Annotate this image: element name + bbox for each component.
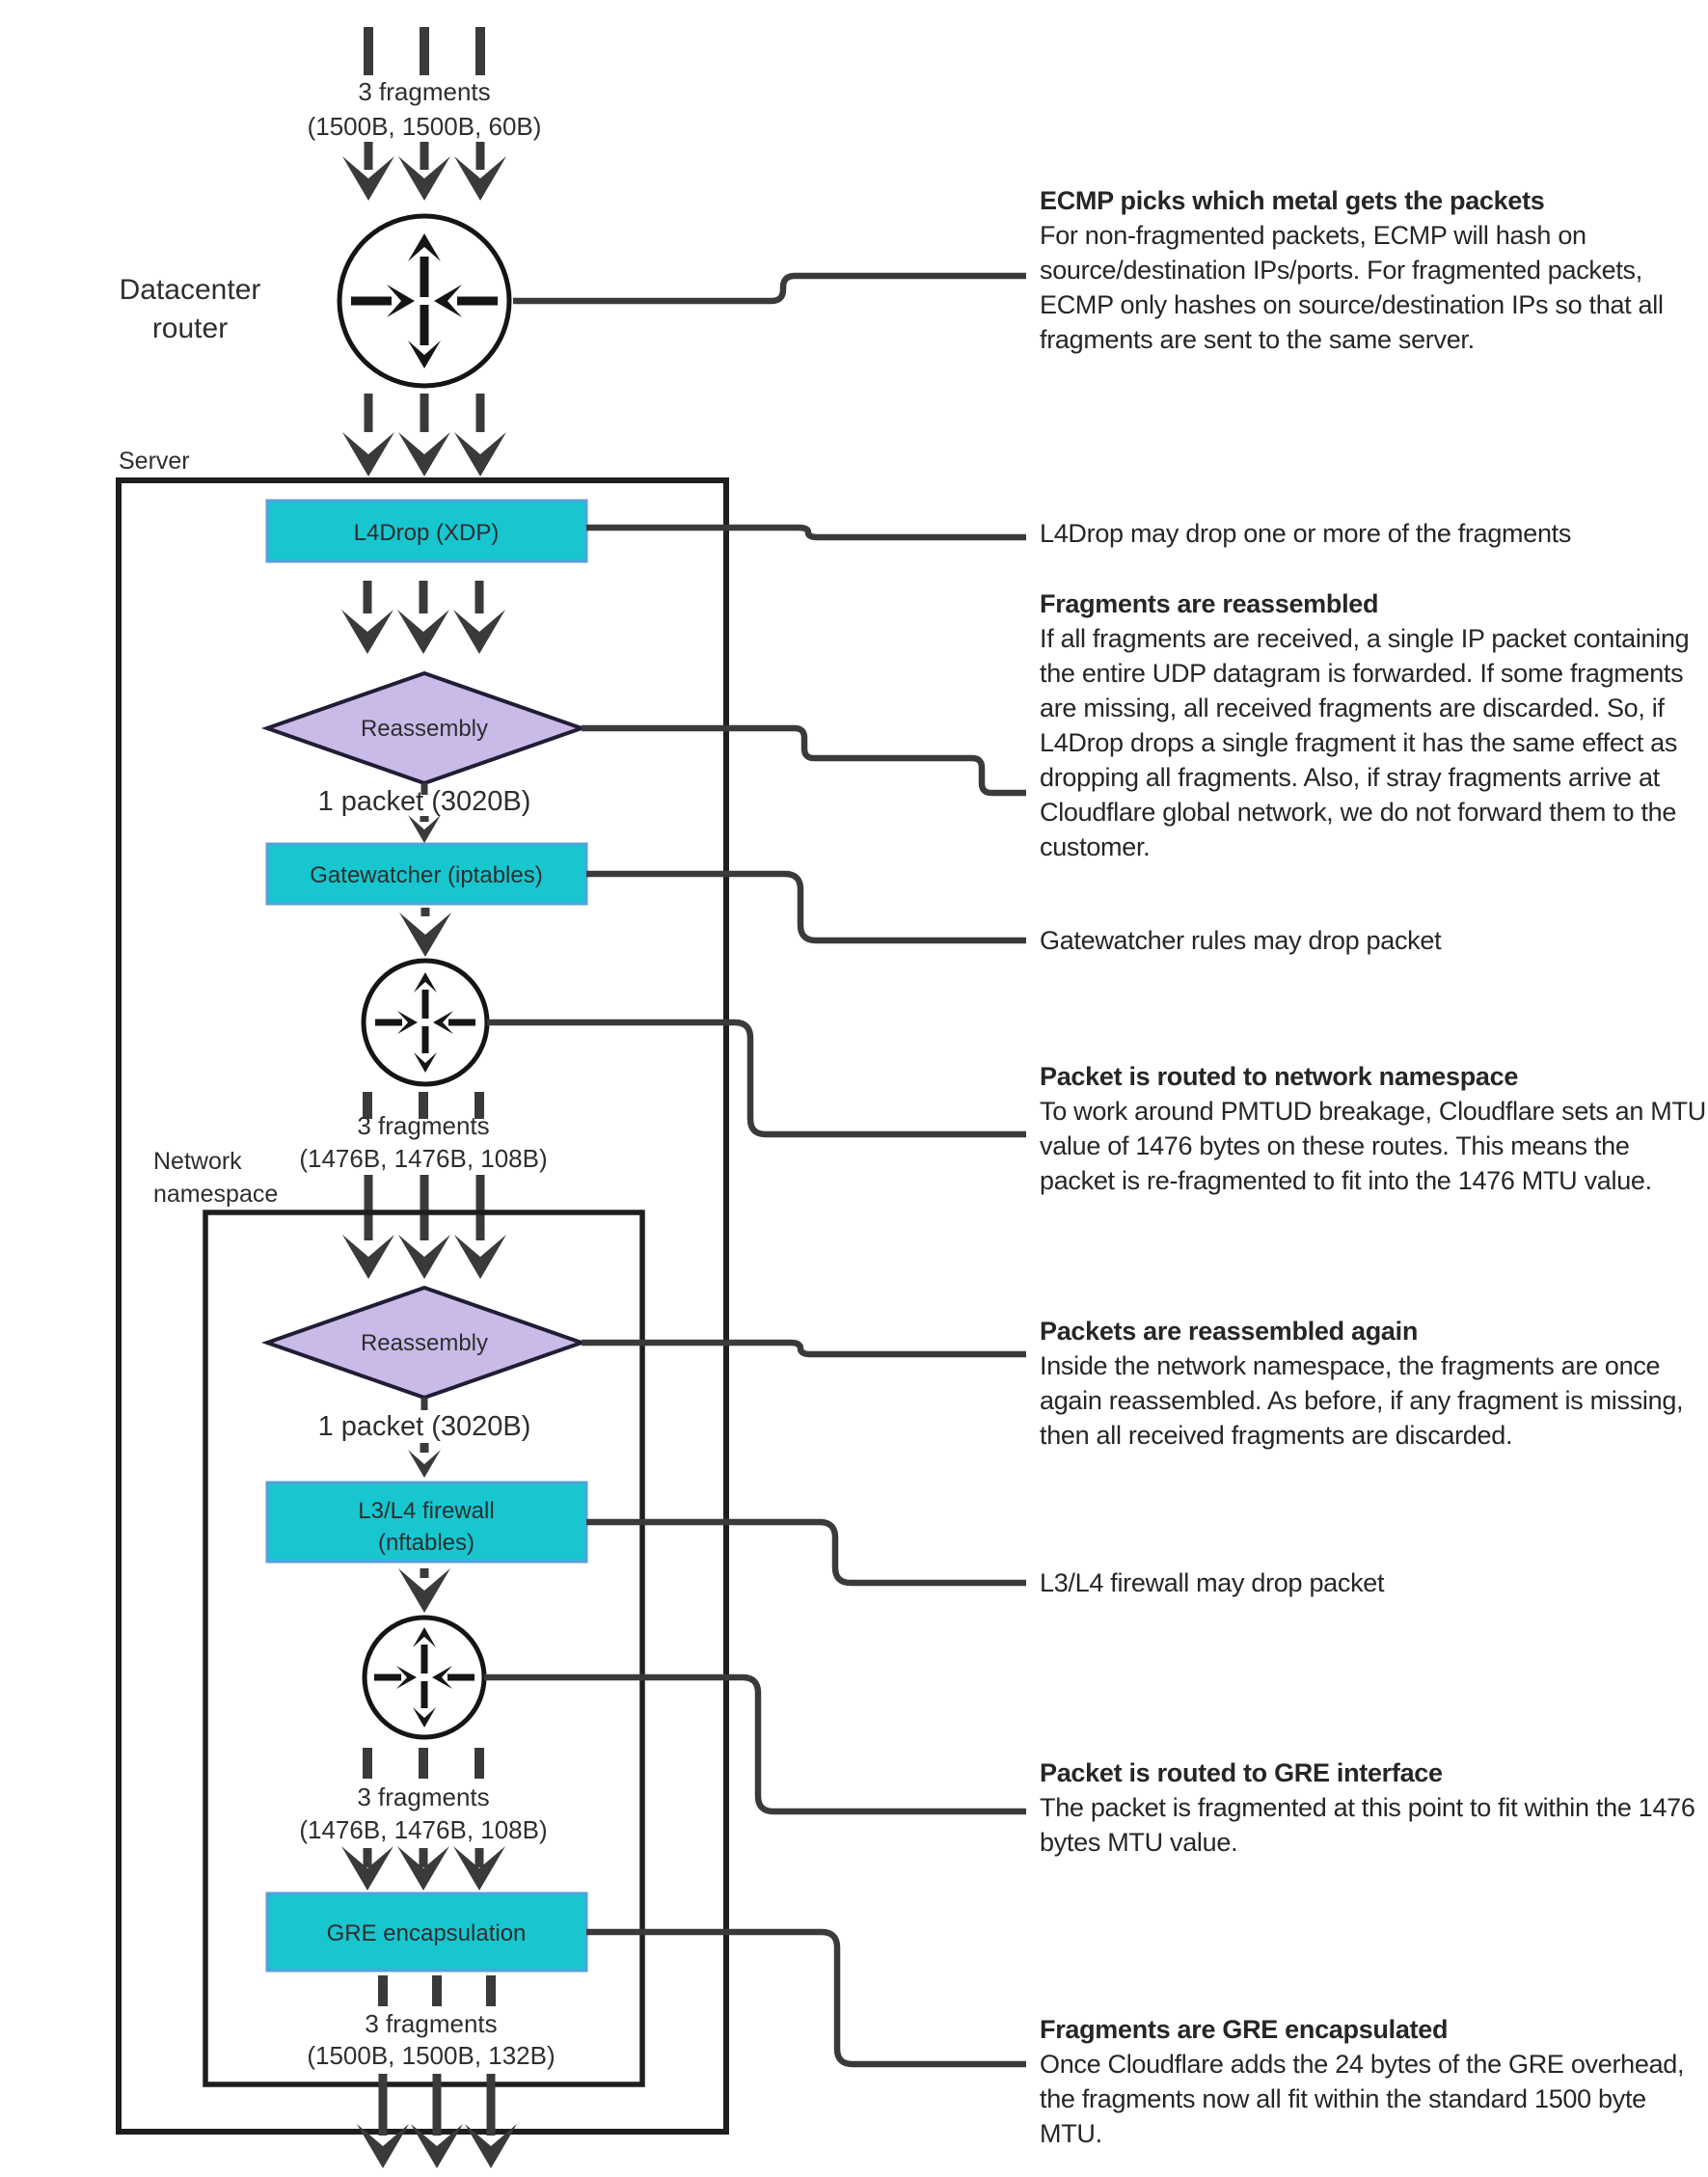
input-fragments-count: 3 fragments: [358, 77, 491, 106]
connector-gatewatcher: [586, 874, 1026, 940]
datacenter-router-label-line2: router: [151, 313, 229, 344]
connector-ecmp: [513, 276, 1026, 301]
l3l4-firewall-label-line1: L3/L4 firewall: [358, 1498, 495, 1524]
reassembly-1-label: Reassembly: [360, 716, 489, 742]
l3l4-firewall-label-line2: (nftables): [377, 1530, 475, 1556]
ecmp-note-body: For non-fragmented packets, ECMP will hash on source/destination IPs/ports. For fragmented packets, ECMP only hashes on source/destination IPs so that all fragments are sent to the same server.: [1040, 221, 1664, 354]
refragmented-2-sizes: (1476B, 1476B, 108B): [299, 1815, 548, 1844]
network-namespace-label-line2: namespace: [153, 1181, 279, 1208]
route-gre-note: [1040, 1755, 1707, 1860]
output-fragment-arrows: [357, 2074, 517, 2168]
arrow-packet2-to-firewall: [408, 1443, 441, 1478]
reassembled-again-note-heading: Packets are reassembled again: [1040, 1317, 1419, 1346]
router-icon-2: [364, 961, 487, 1084]
reassembly-2-label: Reassembly: [360, 1330, 489, 1356]
refragmented-2-count: 3 fragments: [357, 1782, 490, 1811]
l4drop-label: L4Drop (XDP): [353, 520, 500, 546]
route-netns-note-body: To work around PMTUD breakage, Cloudflare sets an MTU value of 1476 bytes on these routes. This means the packet is re-fragmented to fit into the 1476 MTU value.: [1040, 1097, 1706, 1195]
l3l4-drop-note: L3/L4 firewall may drop packet: [1040, 1568, 1385, 1597]
connector-l3l4: [586, 1522, 1026, 1583]
gre-encapsulated-note-body: Once Cloudflare adds the 24 bytes of the GRE overhead, the fragments now all fit within the standard 1500 byte MTU.: [1040, 2050, 1685, 2148]
gre-encapsulated-note-heading: Fragments are GRE encapsulated: [1040, 2015, 1449, 2044]
route-gre-note-heading: Packet is routed to GRE interface: [1040, 1758, 1443, 1787]
gre-label: GRE encapsulation: [326, 1920, 527, 1946]
arrows-into-namespace: [342, 1175, 506, 1279]
connector-l4drop: [586, 528, 1026, 537]
output-fragments-sizes: (1500B, 1500B, 132B): [307, 2041, 556, 2070]
l4drop-drop-note: L4Drop may drop one or more of the fragments: [1040, 519, 1572, 548]
gatewatcher-label: Gatewatcher (iptables): [310, 862, 543, 888]
arrows-into-server: [342, 394, 506, 476]
refragmented-2-dashes: [367, 1748, 479, 1779]
reassembled-again-note: [1040, 1314, 1707, 1453]
reassembled-note-heading: Fragments are reassembled: [1040, 589, 1379, 618]
refragmented-1-sizes: (1476B, 1476B, 108B): [299, 1144, 548, 1173]
reassembled-again-note-body: Inside the network namespace, the fragments are once again reassembled. As before, if any fragment is missing, then all received fragments are discarded.: [1040, 1351, 1684, 1450]
input-fragments-sizes: (1500B, 1500B, 60B): [307, 112, 542, 141]
reassembled-note-body: If all fragments are received, a single IP packet containing the entire UDP datagram is forwarded. If some fragments are missing, all received fragments are discarded. So, if L4Drop drops a single fragment it has the same effect as dropping all fragments. Also, if stray fragments arrive at Cloudflare global network, we do not forward them to the customer.: [1040, 624, 1690, 861]
packet-2-label: 1 packet (3020B): [317, 1411, 531, 1442]
reassembled-note: [1040, 586, 1707, 864]
router-icon-3: [365, 1618, 484, 1737]
connector-gre: [586, 1932, 1026, 2064]
connector-router3: [484, 1677, 1026, 1811]
arrow-gatewatcher-to-router2: [399, 908, 451, 957]
packet-1-label: 1 packet (3020B): [317, 786, 531, 817]
ecmp-note: [1040, 183, 1707, 357]
connector-reassembly-2: [582, 1343, 1026, 1354]
arrow-packet1-to-gatewatcher: [408, 815, 441, 843]
route-netns-note: [1040, 1059, 1707, 1198]
arrows-l4drop-to-reassembly: [341, 581, 505, 654]
gre-encapsulated-note: [1040, 2012, 1707, 2151]
output-fragment-dashes: [383, 1975, 491, 2006]
connector-router2: [487, 1022, 1026, 1134]
gatewatcher-drop-note: Gatewatcher rules may drop packet: [1040, 926, 1442, 955]
arrows-into-gre: [341, 1846, 505, 1891]
server-label: Server: [119, 448, 190, 475]
arrow-firewall-to-router3: [398, 1568, 450, 1613]
route-netns-note-heading: Packet is routed to network namespace: [1040, 1062, 1519, 1091]
connector-reassembly-1: [582, 728, 1026, 793]
datacenter-router-icon: [339, 216, 509, 386]
ecmp-note-heading: ECMP picks which metal gets the packets: [1040, 186, 1545, 215]
output-fragments-count: 3 fragments: [365, 2009, 498, 2038]
route-gre-note-body: The packet is fragmented at this point to fit within the 1476 bytes MTU value.: [1040, 1793, 1695, 1857]
network-namespace-label-line1: Network: [153, 1148, 242, 1175]
datacenter-router-label-line1: Datacenter: [119, 274, 261, 306]
refragmented-1-count: 3 fragments: [357, 1111, 490, 1140]
